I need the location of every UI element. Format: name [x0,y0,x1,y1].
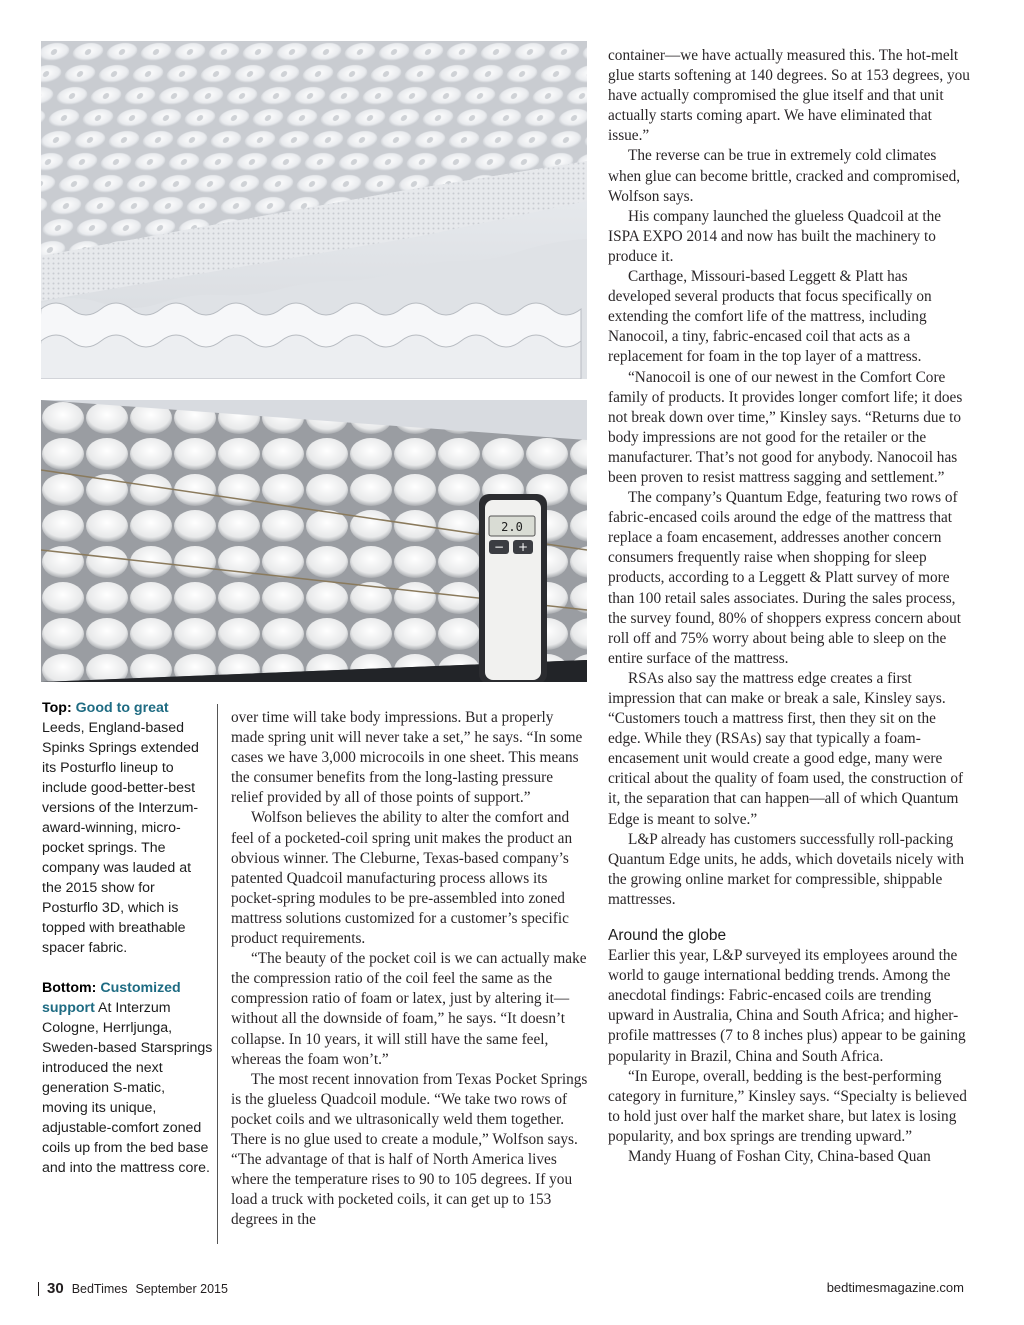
photo-captions [42,698,214,1198]
paragraph: over time will take body impressions. But a properly made spring unit will never take a set,” he says. “In some cases we have 3,000 microcoils in one sheet. This means the consumer benefits from the long-lasting pressure relief provided by all of those points of support.” [231,709,583,807]
remote-display-readout: 2.0 [501,520,523,534]
caption-top-highlight: Good to great [75,700,169,716]
column-divider [217,704,218,1244]
paragraph: container—we have actually measured this. The hot-melt glue starts softening at 140 degrees. So at 153 degrees, you have actually compromised the glue itself and that unit actually starts coming apart. We have eliminated that issue.” [608,47,970,145]
svg-text:+: + [517,540,529,554]
caption-top-lead: Top: [42,700,72,716]
caption-bottom-highlight: Customized support [42,980,181,1016]
paragraph: The most recent innovation from Texas Pocket Springs is the glueless Quadcoil module. “We take two rows of pocket coils and we ultrasonically weld them together. There is no glue used to create a module,” Wolfson says. “The advantage of that is half of North America lives where the temperature rises to 90 to 105 degrees. If you load a truck with pocketed coils, it can get up to 153 degrees in the [231,1070,588,1229]
section-subhead: Around the globe [608,927,727,945]
paragraph: The reverse can be true in extremely cold climates when glue can become brittle, cracked and compromised, Wolfson says. [608,147,961,205]
article-column-middle [231,708,589,1230]
paragraph: His company launched the glueless Quadcoil at the ISPA EXPO 2014 and now has built the machinery to produce it. [608,207,942,265]
caption-top [42,698,214,958]
paragraph: “Nanocoil is one of our newest in the Comfort Core family of products. It provides longer comfort life; it does not break down over time,” Kinsley says. “Returns due to body impressions are not good for the retailer or the manufacturer. That’s not good for anybody. Nanocoil has been proven to resist mattress sagging and settlement.” [608,368,963,486]
remote-control [479,494,547,682]
paragraph: L&P already has customers successfully roll-packing Quantum Edge units, he adds, which dovetails nicely with the growing online market for compressible, shippable mattresses. [608,830,965,908]
svg-text:−: − [493,540,505,554]
caption-bottom [42,978,214,1178]
paragraph: Earlier this year, L&P surveyed its employees around the world to gauge international bedding trends. Among the anecdotal findings: Fabric-encased coils are trending upward in Australia, China and South Africa; and higher-profile mattresses (7 to 8 inches plus) appear to be gaining popularity in Brazil, China and South Africa. [608,947,966,1065]
paragraph: “In Europe, overall, bedding is the best-performing category in furniture,” Kinsley says. “Specialty is believed to hold just over half the market share, but latex is losing popularity, and box springs are trending upward.” [608,1067,967,1145]
photo-micro-pocket-springs [41,41,587,379]
paragraph: RSAs also say the mattress edge creates a first impression that can make or break a sale, Kinsley says. “Customers touch a mattress first, then they sit on the edge. While they (RSAs) say that typically a foam-encasement unit would create a good edge, many were critical about the quality of foam used, the construction of it, the separation that can happen—all of which Quantum Edge is meant to solve.” [608,669,964,828]
paragraph: Wolfson believes the ability to alter the comfort and feel of a pocketed-coil spring unit makes the product an obvious winner. The Cleburne, Texas-based company’s patented Quadcoil manufacturing process allows its pocket-spring modules to be pre-assembled into zoned mattress solutions customized for a customer’s specific product requirements. [231,809,573,948]
paragraph: Mandy Huang of Foshan City, China-based Quan [628,1147,931,1165]
paragraph: “The beauty of the pocket coil is we can actually make the compression ratio of the coil feel the same as the compression ratio of foam or latex, just by altering it—without all the downside of foam,” he says. “It doesn’t collapse. In 10 years, it will still have the same feel, whereas the foam won’t.” [231,950,587,1068]
issue-date: September 2015 [135,1282,228,1296]
publication-name: BedTimes [71,1282,128,1296]
article-column-right [608,46,970,1167]
footer-website: bedtimesmagazine.com [826,1280,964,1295]
paragraph: The company’s Quantum Edge, featuring two rows of fabric-encased coils around the edge of the mattress that replace a foam encasement, addresses another concern consumers frequently raise when shopping for sleep products, according to a Leggett & Platt survey of more than 100 retail sales associates. During the sales process, the survey found, 80% of shoppers express concern about roll off and 75% worry about being able to sleep on the entire surface of the mattress. [608,489,962,667]
photo-zoned-coils-with-remote [41,400,587,682]
caption-bottom-body: At Interzum Cologne, Herrljunga, Sweden-based Starsprings introduced the next generation S-matic, moving its unique, adjustable-comfort zoned coils up from the bed base and into the mattress core. [42,1000,213,1176]
footer-folio [38,1280,228,1297]
footer-divider [38,1282,39,1296]
caption-bottom-lead: Bottom: [42,980,97,996]
caption-top-body: Leeds, England-based Spinks Springs extended its Posturflo lineup to include good-better-best versions of the Interzum-award-winning, micro-pocket springs. The company was lauded at the 2015 show for Posturflo 3D, which is topped with breathable spacer fabric. [42,720,199,956]
page-number: 30 [47,1280,64,1297]
paragraph: Carthage, Missouri-based Leggett & Platt has developed several products that focus specifically on extending the comfort life of the mattress, including Nanocoil, a tiny, fabric-encased coil that acts as a replacement for foam in the top layer of a mattress. [608,268,932,366]
